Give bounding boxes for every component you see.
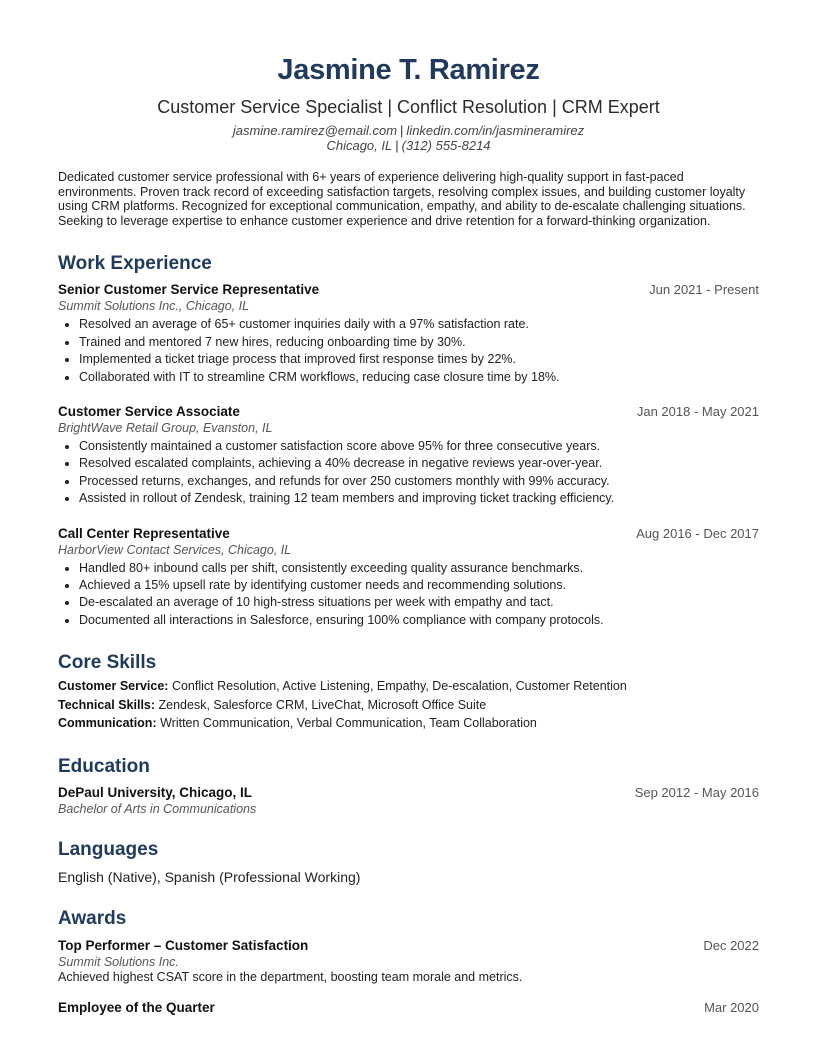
bullet-item: • Handled 80+ inbound calls per shift, consistently exceeding quality assurance benchmarks. bbox=[79, 560, 759, 577]
experience-section bbox=[58, 252, 759, 629]
award-name: Top Performer – Customer Satisfaction bbox=[58, 938, 309, 954]
bullet-item: • Processed returns, exchanges, and refunds for over 250 customers monthly with 99% accuracy. bbox=[79, 473, 759, 490]
skill-line bbox=[58, 696, 759, 715]
bullet-item: • De-escalated an average of 10 high-stress situations per week with empathy and tact. bbox=[79, 594, 759, 611]
skill-values: Conflict Resolution, Active Listening, Empathy, De-escalation, Customer Retention bbox=[171, 679, 627, 694]
award-org: Summit Solutions Inc. bbox=[58, 955, 179, 970]
skill-line bbox=[58, 677, 759, 696]
contact-info bbox=[58, 123, 759, 153]
languages-section bbox=[58, 838, 759, 885]
award-entry bbox=[58, 938, 759, 984]
contact-separator: | bbox=[395, 138, 399, 153]
skills-section bbox=[58, 651, 759, 733]
award-entry bbox=[58, 1000, 759, 1015]
award-date: Mar 2020 bbox=[704, 1000, 759, 1016]
section-title-experience: Work Experience bbox=[58, 253, 212, 275]
job-dates: Jan 2018 - May 2021 bbox=[636, 404, 759, 419]
skill-label: Customer Service: bbox=[58, 679, 169, 694]
job-bullets bbox=[58, 316, 759, 386]
job-dates: Jun 2021 - Present bbox=[649, 282, 759, 298]
bullet-item: • Implemented a ticket triage process that improved first response times by 22%. bbox=[79, 351, 759, 368]
job-entry bbox=[58, 404, 759, 508]
languages-text: English (Native), Spanish (Professional Working) bbox=[58, 869, 361, 886]
school-name: DePaul University, Chicago, IL bbox=[58, 785, 253, 801]
job-header bbox=[58, 404, 759, 419]
location-text: Chicago, IL bbox=[326, 138, 393, 153]
bullet-item: • Collaborated with IT to streamline CRM workflows, reducing case closure time by 18%. bbox=[79, 369, 759, 386]
award-header bbox=[58, 938, 759, 953]
job-org: HarborView Contact Services, Chicago, IL bbox=[58, 542, 292, 557]
education-dates: Sep 2012 - May 2016 bbox=[634, 785, 759, 801]
bullet-item: • Resolved escalated complaints, achieving a 40% decrease in negative reviews year-over-year. bbox=[79, 455, 759, 472]
skill-label: Technical Skills: bbox=[58, 697, 156, 712]
award-name: Employee of the Quarter bbox=[58, 1000, 215, 1016]
contact-line-2 bbox=[58, 138, 759, 153]
email-link[interactable]: jasmine.ramirez@email.com bbox=[232, 123, 398, 138]
bullet-item: • Trained and mentored 7 new hires, reducing onboarding time by 30%. bbox=[79, 334, 759, 351]
job-org: Summit Solutions Inc., Chicago, IL bbox=[58, 299, 250, 314]
education-section bbox=[58, 755, 759, 816]
skill-values: Zendesk, Salesforce CRM, LiveChat, Microsoft Office Suite bbox=[158, 697, 487, 712]
bullet-item: • Resolved an average of 65+ customer inquiries daily with a 97% satisfaction rate. bbox=[79, 316, 759, 333]
degree-name: Bachelor of Arts in Communications bbox=[58, 802, 257, 817]
job-bullets bbox=[58, 438, 759, 508]
job-dates: Aug 2016 - Dec 2017 bbox=[636, 525, 759, 541]
job-entry bbox=[58, 282, 759, 386]
section-title-awards: Awards bbox=[58, 908, 127, 930]
bullet-item: • Assisted in rollout of Zendesk, training 12 team members and improving ticket tracking efficiency. bbox=[79, 490, 759, 507]
award-date: Dec 2022 bbox=[703, 938, 759, 954]
professional-summary: Dedicated customer service professional with 6+ years of experience delivering high-quality support in fast-paced environments. Proven track record of exceeding satisfaction targets, resolving complex issues, and building customer loyalty using CRM platforms. Recognized for exceptional communication, empathy, and ability to de-escalate challenging situations. Seeking to leverage expertise to enhance customer experience and drive retention for a forward-thinking organization. bbox=[58, 170, 746, 228]
section-title-education: Education bbox=[58, 756, 150, 778]
section-title-skills: Core Skills bbox=[58, 652, 157, 674]
skill-line bbox=[58, 714, 759, 733]
phone-text: (312) 555-8214 bbox=[401, 138, 491, 153]
award-description: Achieved highest CSAT score in the department, boosting team morale and metrics. bbox=[58, 970, 523, 985]
job-role: Customer Service Associate bbox=[58, 404, 240, 419]
job-header bbox=[58, 526, 759, 541]
award-header bbox=[58, 1000, 759, 1015]
job-entry bbox=[58, 526, 759, 630]
contact-separator: | bbox=[400, 123, 404, 138]
bullet-item: • Documented all interactions in Salesforce, ensuring 100% compliance with company protocols. bbox=[79, 612, 759, 629]
section-title-languages: Languages bbox=[58, 839, 159, 861]
skill-label: Communication: bbox=[58, 716, 157, 731]
headline: Customer Service Specialist | Conflict Resolution | CRM Expert bbox=[157, 97, 660, 117]
education-header bbox=[58, 785, 759, 800]
resume-page bbox=[58, 0, 759, 1015]
skill-values: Written Communication, Verbal Communication, Team Collaboration bbox=[160, 716, 537, 731]
linkedin-link[interactable]: linkedin.com/in/jasmineramirez bbox=[406, 123, 585, 138]
job-header bbox=[58, 282, 759, 297]
candidate-name: Jasmine T. Ramirez bbox=[277, 54, 540, 86]
contact-line-1 bbox=[58, 123, 759, 138]
skills-list bbox=[58, 677, 759, 733]
education-entry bbox=[58, 785, 759, 816]
bullet-item: • Achieved a 15% upsell rate by identifying customer needs and recommending solutions. bbox=[79, 577, 759, 594]
job-bullets bbox=[58, 560, 759, 630]
job-role: Senior Customer Service Representative bbox=[58, 282, 320, 298]
bullet-item: • Consistently maintained a customer satisfaction score above 95% for three consecutive years. bbox=[79, 438, 759, 455]
job-org: BrightWave Retail Group, Evanston, IL bbox=[58, 421, 273, 435]
awards-section bbox=[58, 907, 759, 1015]
job-role: Call Center Representative bbox=[58, 525, 230, 541]
